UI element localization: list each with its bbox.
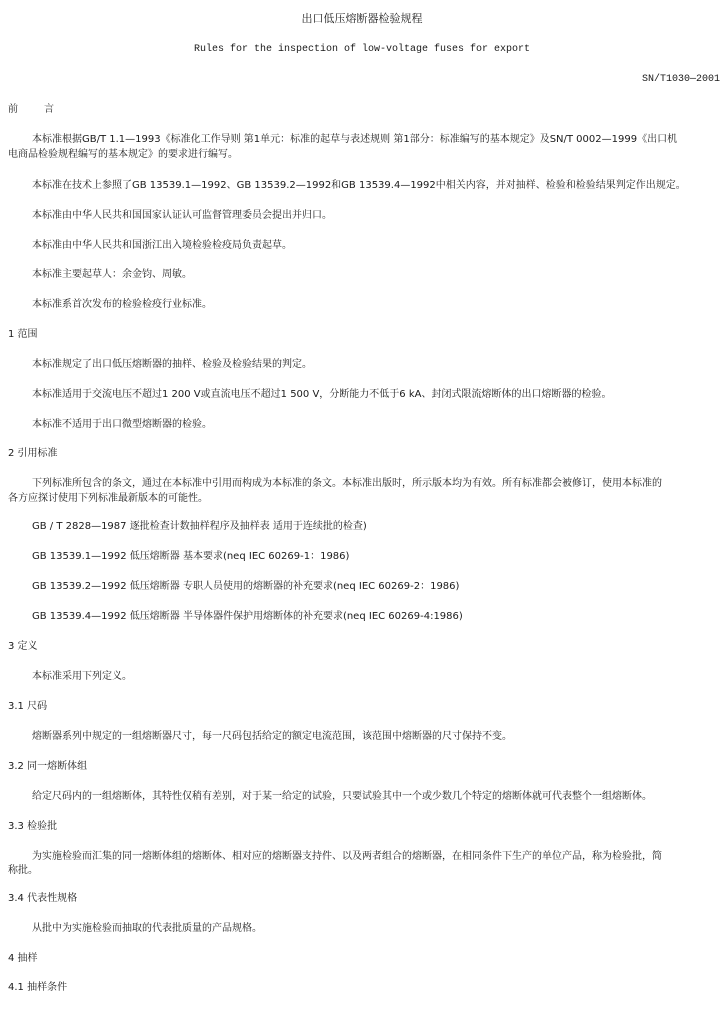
definition-3-2-text: 给定尺码内的一组熔断体，其特性仅稍有差别，对于某一给定的试验，只要试验其中一个或少数几个特定的熔断体就可代表整个一组熔断体。 xyxy=(32,791,652,802)
foreword-paragraph-3: 本标准由中华人民共和国国家认证认可监督管理委员会提出并归口。 xyxy=(32,210,332,221)
section-1-paragraph-1: 本标准规定了出口低压熔断器的抽样、检验及检验结果的判定。 xyxy=(32,359,312,370)
definition-3-3-line-1: 为实施检验而汇集的同一熔断体组的熔断体、相对应的熔断器支持件、以及两者组合的熔断器，在相同条件下生产的单位产品，称为检验批，简 xyxy=(32,851,662,862)
foreword-paragraph-4: 本标准由中华人民共和国浙江出入境检验检疫局负责起草。 xyxy=(32,240,292,251)
section-3-heading: 3 定义 xyxy=(8,641,38,652)
definition-3-3-line-2: 称批。 xyxy=(8,865,38,876)
definition-3-4-text: 从批中为实施检验而抽取的代表批质量的产品规格。 xyxy=(32,923,262,934)
section-1-paragraph-3: 本标准不适用于出口微型熔断器的检验。 xyxy=(32,419,212,430)
section-3-paragraph: 本标准采用下列定义。 xyxy=(32,671,132,682)
document-subtitle: Rules for the inspection of low-voltage fuses for export xyxy=(193,44,531,55)
definition-3-1-heading: 3.1 尺码 xyxy=(8,701,48,712)
definition-3-1-text: 熔断器系列中规定的一组熔断器尺寸，每一尺码包括给定的额定电流范围，该范围中熔断器的尺寸保持不变。 xyxy=(32,731,512,742)
foreword-paragraph-2: 本标准在技术上参照了GB 13539.1—1992、GB 13539.2—1992和GB 13539.4—1992中相关内容，并对抽样、检验和检验结果判定作出规定。 xyxy=(32,180,686,191)
reference-item-3: GB 13539.2—1992 低压熔断器 专职人员使用的熔断器的补充要求(neq IEC 60269-2：1986) xyxy=(32,581,460,592)
foreword-heading-b: 言 xyxy=(44,104,54,115)
section-4-1-heading: 4.1 抽样条件 xyxy=(8,982,68,993)
definition-3-2-heading: 3.2 同一熔断体组 xyxy=(8,761,88,772)
foreword-paragraph-1-line-1: 本标准根据GB/T 1.1—1993《标准化工作导则 第1单元：标准的起草与表述规则 第1部分：标准编写的基本规定》及SN/T 0002—1999《出口机 xyxy=(32,134,678,145)
foreword-heading xyxy=(8,103,54,116)
reference-item-1: GB / T 2828—1987 逐批检查计数抽样程序及抽样表 适用于连续批的检查) xyxy=(32,521,367,532)
reference-item-2: GB 13539.1—1992 低压熔断器 基本要求(neq IEC 60269-1：1986) xyxy=(32,551,350,562)
reference-item-4: GB 13539.4—1992 低压熔断器 半导体器件保护用熔断体的补充要求(neq IEC 60269-4:1986) xyxy=(32,611,463,622)
definition-3-4-heading: 3.4 代表性规格 xyxy=(8,893,78,904)
section-1-heading: 1 范围 xyxy=(8,329,38,340)
section-2-heading: 2 引用标准 xyxy=(8,448,58,459)
foreword-paragraph-5: 本标准主要起草人：余金钧、周敏。 xyxy=(32,269,192,280)
definition-3-3-heading: 3.3 检验批 xyxy=(8,821,58,832)
foreword-paragraph-1-line-2: 电商品检验规程编写的基本规定》的要求进行编写。 xyxy=(8,149,238,160)
foreword-heading-a: 前 xyxy=(8,104,18,115)
section-2-paragraph-line-1: 下列标准所包含的条文，通过在本标准中引用而构成为本标准的条文。本标准出版时，所示版本均为有效。所有标准都会被修订，使用本标准的 xyxy=(32,478,662,489)
section-1-paragraph-2: 本标准适用于交流电压不超过1 200 V或直流电压不超过1 500 V，分断能力不低于6 kA、封闭式限流熔断体的出口熔断器的检验。 xyxy=(32,389,612,400)
document-title: 出口低压熔断器检验规程 xyxy=(301,12,423,25)
standard-number: SN/T1030—2001 xyxy=(641,74,720,85)
foreword-paragraph-6: 本标准系首次发布的检验检疫行业标准。 xyxy=(32,299,212,310)
section-2-paragraph-line-2: 各方应探讨使用下列标准最新版本的可能性。 xyxy=(8,493,208,504)
section-4-heading: 4 抽样 xyxy=(8,953,38,964)
